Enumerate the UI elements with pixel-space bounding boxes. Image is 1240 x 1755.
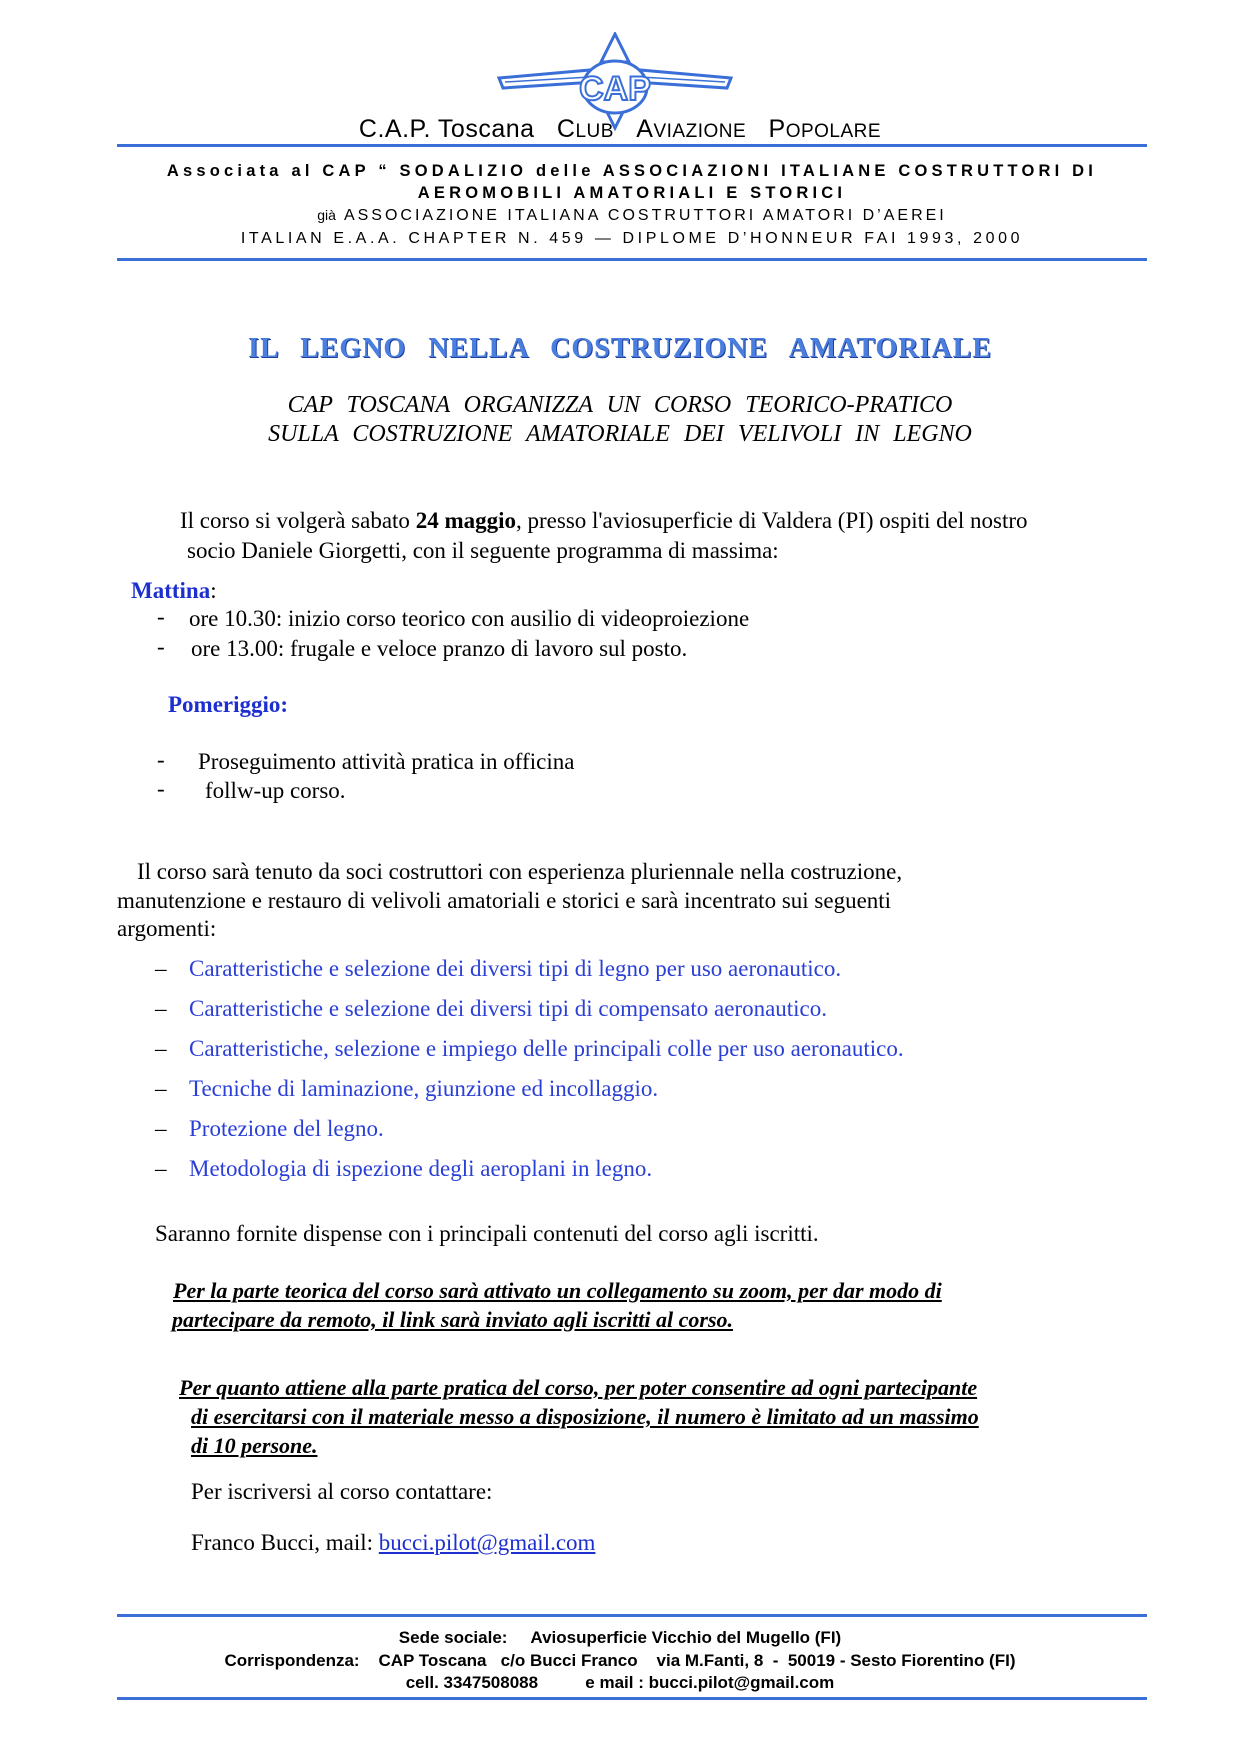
footer-line-3: cell. 3347508088 e mail : bucci.pilot@gmail.com <box>405 1673 835 1692</box>
header-rule-bottom <box>117 258 1147 261</box>
intro-part2: , presso l'aviosuperficie di Valdera (PI) ospiti del nostro <box>516 508 1028 533</box>
club-abbrev: C.A.P. Toscana <box>358 115 535 143</box>
topic-dash: – <box>155 956 167 981</box>
intro-part1: Il corso si volgerà sabato <box>180 508 416 533</box>
description-line-2: manutenzione e restauro di velivoli amatoriali e storici e sarà incentrato sui seguenti <box>117 888 892 913</box>
topic-dash: – <box>155 1116 167 1141</box>
practical-note-line-3: di 10 persone. <box>191 1433 318 1458</box>
club-name <box>0 115 1240 144</box>
topic-dash: – <box>155 996 167 1021</box>
zoom-note-line-2: partecipare da remoto, il link sarà inviato agli iscritti al corso. <box>172 1307 734 1332</box>
footer-rule-top <box>117 1614 1147 1617</box>
contact-intro: Per iscriversi al corso contattare: <box>191 1479 493 1504</box>
description-line-3: argomenti: <box>117 916 217 941</box>
club-word1-rest: LUB <box>575 121 614 142</box>
topic-item-3: Caratteristiche, selezione e impiego delle principali colle per uso aeronautico. <box>189 1036 904 1061</box>
contact-email-link[interactable]: bucci.pilot@gmail.com <box>378 1530 596 1555</box>
subtitle-line-2: SULLA COSTRUZIONE AMATORIALE DEI VELIVOLI IN LEGNO <box>268 421 972 447</box>
footer-line-2: Corrispondenza: CAP Toscana c/o Bucci Franco via M.Fanti, 8 - 50019 - Sesto Fiorentino (FI) <box>224 1651 1016 1670</box>
morning-heading <box>131 576 217 606</box>
assoc-line-3-prefix: già <box>317 207 336 223</box>
topic-item-2: Caratteristiche e selezione dei diversi tipi di compensato aeronautico. <box>189 996 828 1021</box>
description-line-1: Il corso sarà tenuto da soci costruttori con esperienza pluriennale nella costruzione, <box>137 859 903 884</box>
handouts-text: Saranno fornite dispense con i principali contenuti del corso agli iscritti. <box>155 1221 819 1246</box>
footer-rule-bottom <box>117 1697 1147 1700</box>
afternoon-heading: Pomeriggio: <box>168 692 289 717</box>
club-word3-rest: OPOLARE <box>785 121 882 142</box>
footer-line-1: Sede sociale: Aviosuperficie Vicchio del Mugello (FI) <box>398 1628 842 1647</box>
list-dash: - <box>157 634 165 659</box>
practical-note-line-1: Per quanto attiene alla parte pratica del corso, per poter consentire ad ogni partecipante <box>179 1375 978 1400</box>
list-dash: - <box>157 776 165 801</box>
club-word3-initial: P <box>768 115 786 143</box>
topic-dash: – <box>155 1156 167 1181</box>
topic-dash: – <box>155 1076 167 1101</box>
club-word1-initial: C <box>556 115 576 143</box>
intro-line-2: socio Daniele Giorgetti, con il seguente programma di massima: <box>187 538 779 563</box>
topic-dash: – <box>155 1036 167 1061</box>
morning-item-2: ore 13.00: frugale e veloce pranzo di lavoro sul posto. <box>191 636 688 661</box>
afternoon-item-1: Proseguimento attività pratica in officina <box>198 749 575 774</box>
assoc-line-3 <box>117 207 1147 225</box>
morning-colon: : <box>210 578 217 603</box>
assoc-line-3-text: ASSOCIAZIONE ITALIANA COSTRUTTORI AMATORI D’AEREI <box>343 207 947 224</box>
list-dash: - <box>157 604 165 629</box>
morning-item-1: ore 10.30: inizio corso teorico con ausilio di videoproiezione <box>189 606 750 631</box>
course-date: 24 maggio <box>415 508 516 533</box>
topic-item-1: Caratteristiche e selezione dei diversi tipi di legno per uso aeronautico. <box>189 956 842 981</box>
page-title: IL LEGNO NELLA COSTRUZIONE AMATORIALE <box>248 333 992 364</box>
list-dash: - <box>157 747 165 772</box>
assoc-line-4: ITALIAN E.A.A. CHAPTER N. 459 — DIPLOME D’HONNEUR FAI 1993, 2000 <box>240 230 1024 247</box>
topic-item-4: Tecniche di laminazione, giunzione ed incollaggio. <box>189 1076 659 1101</box>
club-word2-initial: A <box>636 115 654 143</box>
practical-note-line-2: di esercitarsi con il materiale messo a disposizione, il numero è limitato ad un massimo <box>191 1404 979 1429</box>
topic-item-6: Metodologia di ispezione degli aeroplani in legno. <box>189 1156 653 1181</box>
topic-item-5: Protezione del legno. <box>189 1116 384 1141</box>
zoom-note-line-1: Per la parte teorica del corso sarà attivato un collegamento su zoom, per dar modo di <box>173 1278 942 1303</box>
morning-label: Mattina <box>131 578 211 603</box>
subtitle-line-1: CAP TOSCANA ORGANIZZA UN CORSO TEORICO-PRATICO <box>287 392 953 418</box>
intro-line-1 <box>180 506 1028 536</box>
contact-name: Franco Bucci, mail: <box>191 1530 379 1555</box>
club-word2-rest: VIAZIONE <box>653 121 747 142</box>
logo-text: CAP <box>579 70 651 108</box>
assoc-line-2: AEROMOBILI AMATORIALI E STORICI <box>417 184 847 202</box>
afternoon-item-2: follw-up corso. <box>205 778 346 803</box>
assoc-line-1: Associata al CAP “ SODALIZIO delle ASSOCIAZIONI ITALIANE COSTRUTTORI DI <box>166 162 1098 180</box>
contact-line <box>191 1528 595 1558</box>
header-rule-top <box>117 144 1147 147</box>
